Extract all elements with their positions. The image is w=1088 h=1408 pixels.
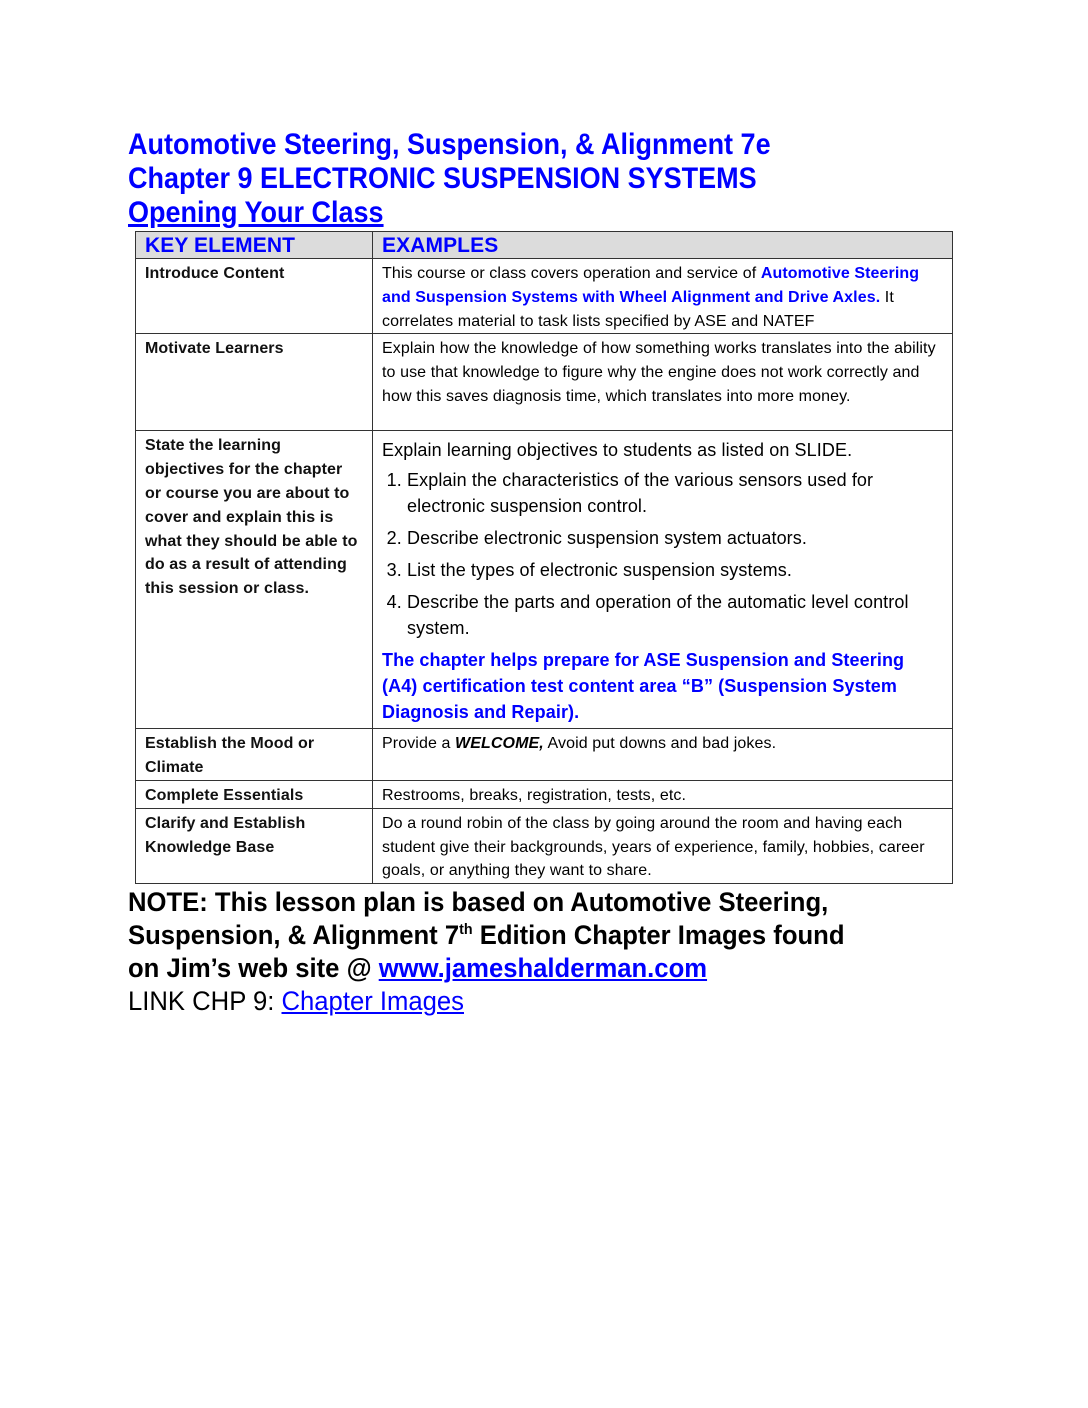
row-example xyxy=(373,729,953,781)
header-key-element: KEY ELEMENT xyxy=(136,232,373,259)
chapter-title: Chapter 9 ELECTRONIC SUSPENSION SYSTEMS xyxy=(128,162,757,195)
text: Suspension, & Alignment 7 xyxy=(128,920,460,951)
chapter-images-link[interactable]: Chapter Images xyxy=(281,986,465,1017)
header-examples: EXAMPLES xyxy=(373,232,953,259)
note-line xyxy=(128,985,926,1018)
objectives-list xyxy=(382,467,943,641)
section-title: Opening Your Class xyxy=(128,196,384,229)
book-name: Automotive Steering and Suspension Systems with Wheel Alignment and Drive Axles. xyxy=(382,265,920,306)
objective-item: 2. Describe electronic suspension system actuators. xyxy=(407,525,943,551)
table-header-row xyxy=(136,232,953,259)
text: Provide a xyxy=(382,735,456,753)
note-section xyxy=(128,886,926,1018)
note-line xyxy=(128,952,926,985)
superscript: th xyxy=(459,921,473,939)
row-example: Explain how the knowledge of how something works translates into the ability to use that knowledge to figure why the engine does not work correctly and how this saves diagnosis time, which translates into more money. xyxy=(373,334,953,431)
objective-item: 3. List the types of electronic suspension systems. xyxy=(407,557,943,583)
document-titles xyxy=(128,128,884,231)
text: This course or class covers operation and service of xyxy=(382,265,761,282)
row-example: Do a round robin of the class by going around the room and having each student give their backgrounds, years of experience, family, hobbies, career goals, or anything they want to share. xyxy=(373,808,953,883)
website-link[interactable]: www.jameshalderman.com xyxy=(378,953,708,984)
row-key: State the learning objectives for the chapter or course you are about to cover and explain this is what they should be able to do as a result of attending this session or class. xyxy=(136,431,373,729)
text: LINK CHP 9: xyxy=(128,986,282,1017)
row-key: Clarify and Establish Knowledge Base xyxy=(136,808,373,883)
table-row xyxy=(136,259,953,334)
row-example: Restrooms, breaks, registration, tests, etc. xyxy=(373,780,953,808)
text: on Jim’s web site @ xyxy=(128,953,379,984)
table-row xyxy=(136,808,953,883)
row-example xyxy=(373,431,953,729)
table-row xyxy=(136,780,953,808)
table-row xyxy=(136,431,953,729)
note-line xyxy=(128,919,926,952)
key-elements-table xyxy=(135,231,953,884)
row-example xyxy=(373,259,953,334)
table-row xyxy=(136,334,953,431)
book-title: Automotive Steering, Suspension, & Alignment 7e xyxy=(128,128,771,161)
row-key: Establish the Mood or Climate xyxy=(136,729,373,781)
text: Edition Chapter Images found xyxy=(472,920,845,951)
table-row xyxy=(136,729,953,781)
row-key: Motivate Learners xyxy=(136,334,373,431)
note-line: NOTE: This lesson plan is based on Automotive Steering, xyxy=(128,887,829,918)
objective-item: 1. Explain the characteristics of the various sensors used for electronic suspension control. xyxy=(407,467,943,519)
row-key: Introduce Content xyxy=(136,259,373,334)
ase-note: The chapter helps prepare for ASE Suspension and Steering (A4) certification test content area “B” (Suspension System Diagnosis and Repair). xyxy=(382,650,905,723)
text: It correlates material to task lists specified by ASE and NATEF xyxy=(382,288,894,330)
objective-item: 4. Describe the parts and operation of the automatic level control system. xyxy=(407,589,943,641)
welcome-text: WELCOME, xyxy=(455,735,544,753)
text: Avoid put downs and bad jokes. xyxy=(543,735,777,753)
document-page xyxy=(128,128,968,1018)
objectives-intro: Explain learning objectives to students as listed on SLIDE. xyxy=(382,440,853,461)
row-key: Complete Essentials xyxy=(136,780,373,808)
